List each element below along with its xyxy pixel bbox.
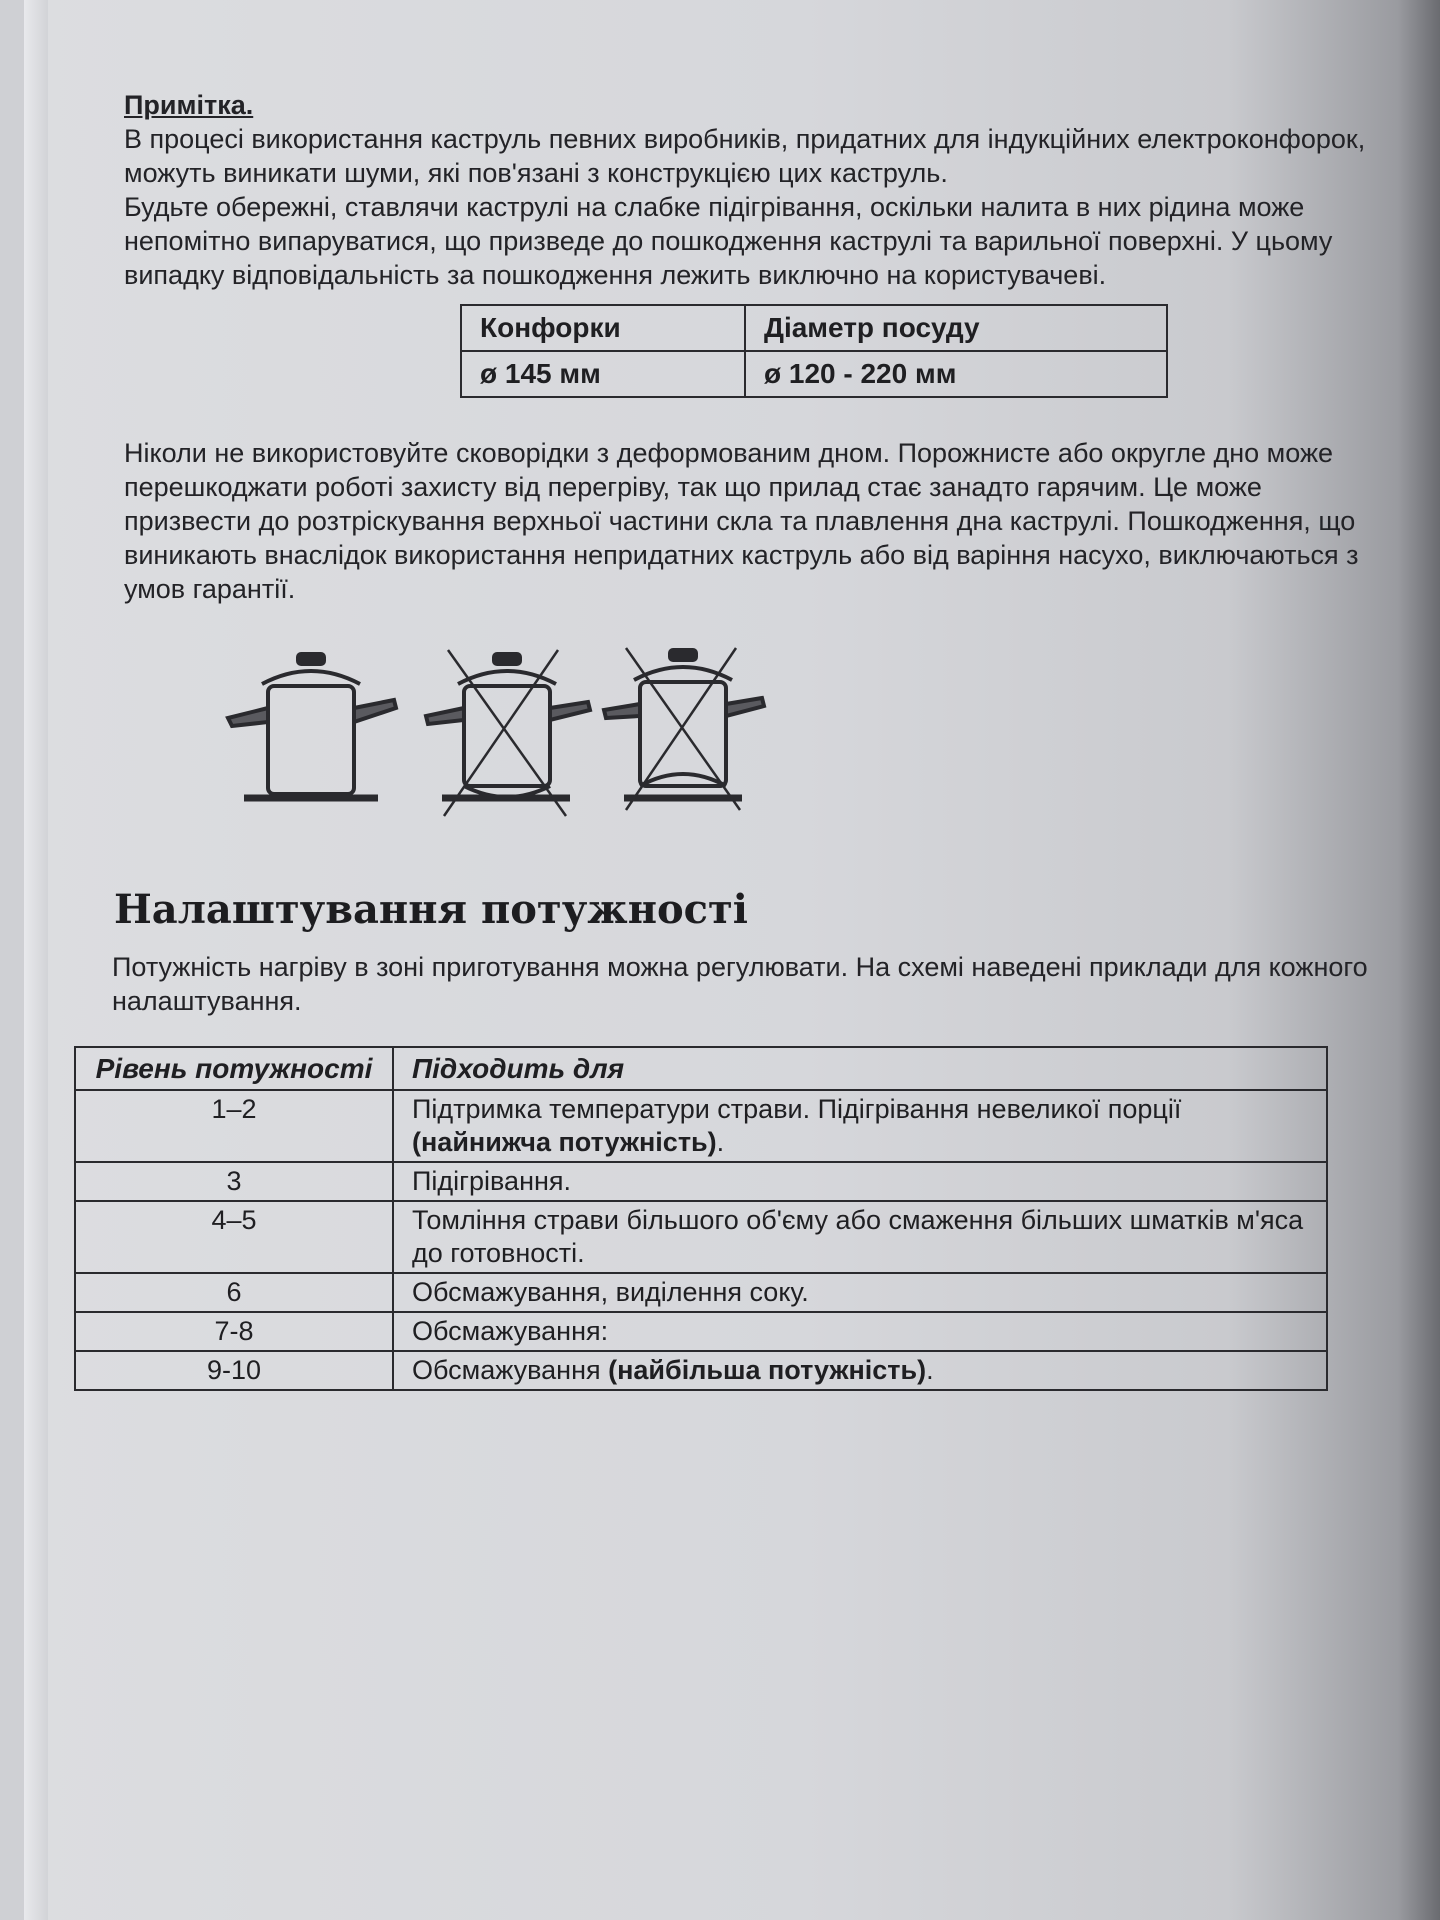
pot-convex-bottom-crossed-icon bbox=[426, 650, 590, 816]
power-levels-table bbox=[74, 1046, 1328, 1391]
header-suitable-for: Підходить для bbox=[393, 1047, 1327, 1090]
warning-block bbox=[124, 436, 1440, 606]
note-line: В процесі використання каструль певних виробників, придатних для індукційних електроконфорок, bbox=[124, 124, 1366, 154]
burner-diameter-table bbox=[460, 304, 1168, 398]
header-cookware-diameter: Діаметр посуду bbox=[745, 305, 1167, 351]
emphasis: (найнижча потужність) bbox=[412, 1127, 717, 1157]
note-title: Примітка. bbox=[124, 90, 254, 120]
power-level: 9-10 bbox=[75, 1351, 393, 1390]
table-row bbox=[75, 1201, 1327, 1273]
power-level: 6 bbox=[75, 1273, 393, 1312]
cookware-diameter-range: ø 120 - 220 мм bbox=[745, 351, 1167, 397]
usage-description: Обсмажування: bbox=[393, 1312, 1327, 1351]
table-header-row bbox=[75, 1047, 1327, 1090]
section-heading: Налаштування потужності bbox=[114, 886, 748, 933]
usage-description: Обсмажування, виділення соку. bbox=[393, 1273, 1327, 1312]
header-power-level: Рівень потужності bbox=[75, 1047, 393, 1090]
intro-line: Потужність нагріву в зоні приготування можна регулювати. На схемі наведені приклади для кожного bbox=[112, 952, 1368, 982]
power-level: 1–2 bbox=[75, 1090, 393, 1162]
pot-correct-icon bbox=[228, 654, 396, 798]
power-intro bbox=[112, 950, 1432, 1018]
table-row bbox=[75, 1312, 1327, 1351]
warning-line: виникають внаслідок використання непридатних каструль або від варіння насухо, виключаються з bbox=[124, 540, 1359, 570]
warning-line: перешкоджати роботі захисту від перегріву, так що прилад стає занадто гарячим. Це може bbox=[124, 472, 1262, 502]
table-row bbox=[461, 351, 1167, 397]
table-row bbox=[75, 1090, 1327, 1162]
emphasis: (найбільша потужність) bbox=[608, 1355, 927, 1385]
table-row bbox=[75, 1162, 1327, 1201]
header-burners: Конфорки bbox=[461, 305, 745, 351]
note-line: випадку відповідальність за пошкодження лежить виключно на користувачеві. bbox=[124, 260, 1107, 290]
page-edge bbox=[24, 0, 48, 1920]
table-row bbox=[75, 1351, 1327, 1390]
table-row bbox=[75, 1273, 1327, 1312]
burner-size: ø 145 мм bbox=[461, 351, 745, 397]
power-level: 4–5 bbox=[75, 1201, 393, 1273]
note-block bbox=[124, 88, 1440, 292]
table-header-row bbox=[461, 305, 1167, 351]
note-line: непомітно випаруватися, що призведе до пошкодження каструлі та варильної поверхні. У цьому bbox=[124, 226, 1333, 256]
pot-concave-bottom-crossed-icon bbox=[604, 648, 764, 810]
usage-description: Підігрівання. bbox=[393, 1162, 1327, 1201]
power-level: 7-8 bbox=[75, 1312, 393, 1351]
intro-line: налаштування. bbox=[112, 986, 302, 1016]
manual-page bbox=[24, 0, 1440, 1920]
note-line: Будьте обережні, ставлячи каструлі на слабке підігрівання, оскільки налита в них рідина може bbox=[124, 192, 1305, 222]
usage-description: Томління страви більшого об'єму або смаження більших шматків м'яса до готовності. bbox=[393, 1201, 1327, 1273]
warning-line: Ніколи не використовуйте сковорідки з деформованим дном. Порожнисте або округле дно може bbox=[124, 438, 1334, 468]
usage-description: Підтримка температури страви. Підігрівання невеликої порції (найнижча потужність). bbox=[393, 1090, 1327, 1162]
usage-description: Обсмажування (найбільша потужність). bbox=[393, 1351, 1327, 1390]
warning-line: умов гарантії. bbox=[124, 574, 296, 604]
power-level: 3 bbox=[75, 1162, 393, 1201]
cookware-illustration bbox=[222, 646, 782, 826]
warning-line: призвести до розтріскування верхньої частини скла та плавлення дна каструлі. Пошкодження, що bbox=[124, 506, 1356, 536]
note-line: можуть виникати шуми, які пов'язані з конструкцією цих каструль. bbox=[124, 158, 948, 188]
